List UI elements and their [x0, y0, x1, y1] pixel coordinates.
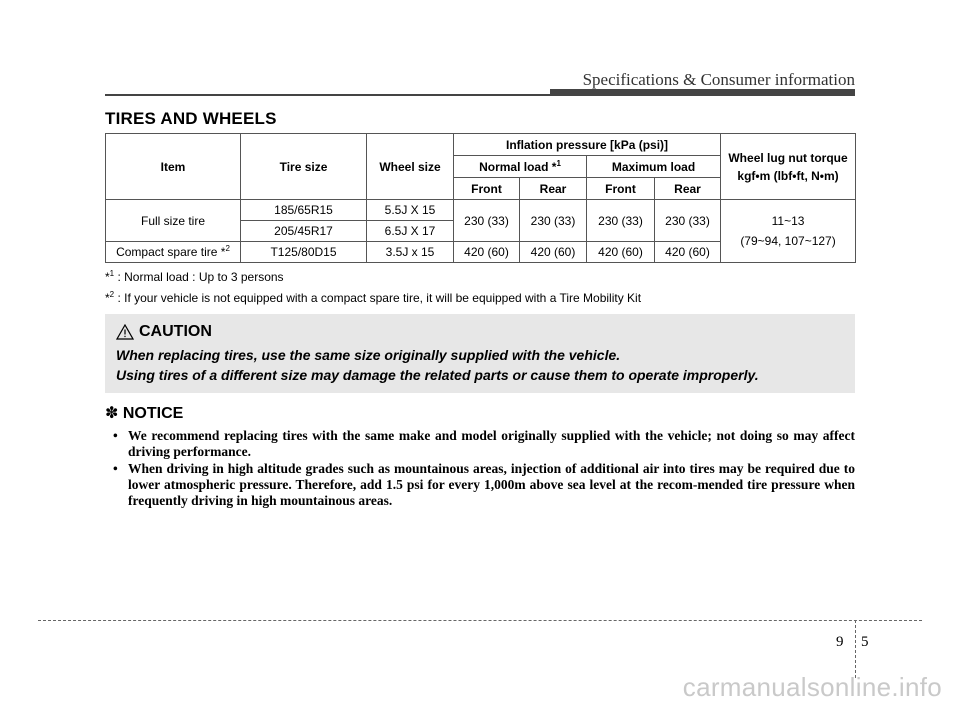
list-item [105, 428, 855, 460]
caution-text-2: Using tires of a different size may damage the related parts or cause them to operate improperly. [116, 367, 759, 383]
cell-normal-front: 230 (33) [454, 200, 520, 242]
cell-lug-nut-torque [721, 200, 856, 263]
tires-wheels-table [105, 133, 856, 263]
cell-normal-rear: 230 (33) [520, 200, 587, 242]
section-title: TIRES AND WHEELS [105, 109, 277, 128]
cell-wheel-size: 5.5J X 15 [367, 200, 454, 221]
page-header-title: Specifications & Consumer information [582, 70, 855, 89]
header-lug-nut-torque [721, 134, 856, 200]
notice-item-text: We recommend replacing tires with the same make and model originally supplied with the vehicle; not doing so may affect driving performance. [128, 428, 855, 459]
header-inflation-pressure: Inflation pressure [kPa (psi)] [454, 134, 721, 156]
page-number: 5 [861, 634, 869, 650]
footer-dashed-rule [38, 620, 922, 621]
footnote-ref-2: 2 [225, 244, 230, 253]
header-wheel-size: Wheel size [367, 134, 454, 200]
caution-text-1: When replacing tires, use the same size originally supplied with the vehicle. [116, 347, 621, 363]
cell-tire-size: T125/80D15 [241, 242, 367, 263]
footnote-1-text: : Normal load : Up to 3 persons [114, 270, 284, 284]
row-full-size-label: Full size tire [106, 200, 241, 242]
header-tire-size: Tire size [241, 134, 367, 200]
torque-value-conversions: (79~94, 107~127) [740, 234, 836, 248]
footnote-2-sup: 2 [109, 290, 115, 299]
header-item: Item [106, 134, 241, 200]
header-max-rear: Rear [655, 178, 721, 200]
caution-heading [116, 323, 212, 341]
watermark: carmanualsonline.info [682, 672, 942, 702]
notice-list [105, 428, 855, 510]
header-max-front: Front [587, 178, 655, 200]
cell-normal-rear: 420 (60) [520, 242, 587, 263]
cell-wheel-size: 6.5J X 17 [367, 221, 454, 242]
page-section-number: 9 [836, 634, 844, 650]
cell-normal-front: 420 (60) [454, 242, 520, 263]
header-maximum-load: Maximum load [587, 156, 721, 178]
cell-max-front: 420 (60) [587, 242, 655, 263]
header-normal-load [454, 156, 587, 178]
footnote-2-text: : If your vehicle is not equipped with a compact spare tire, it will be equipped with a Tire Mobility Kit [114, 291, 642, 305]
list-item [105, 461, 855, 509]
header-lug-line1: Wheel lug nut torque [728, 150, 848, 165]
notice-title: ✽ NOTICE [105, 405, 184, 422]
cell-tire-size: 205/45R17 [241, 221, 367, 242]
warning-triangle-icon [116, 324, 134, 340]
cell-max-rear: 420 (60) [655, 242, 721, 263]
footer-dashed-divider [855, 620, 856, 678]
cell-wheel-size: 3.5J x 15 [367, 242, 454, 263]
header-lug-line2: kgf•m (lbf•ft, N•m) [737, 168, 839, 183]
footnote-2 [105, 291, 641, 305]
caution-box [105, 314, 855, 393]
row-compact-spare-label [106, 242, 241, 263]
torque-value: 11~13 [771, 214, 805, 228]
cell-max-front: 230 (33) [587, 200, 655, 242]
footnote-1 [105, 270, 284, 284]
footnote-1-mark: * [105, 270, 110, 284]
cell-tire-size: 185/65R15 [241, 200, 367, 221]
bullet: • [113, 428, 118, 443]
header-normal-load-label: Normal load * [479, 159, 557, 174]
compact-spare-label: Compact spare tire * [116, 245, 226, 259]
header-normal-rear: Rear [520, 178, 587, 200]
notice-item-text: When driving in high altitude grades such as mountainous areas, injection of additional air into tires may be required due to lower atmospheric pressure. Therefore, add 1.5 psi for every 1,000m above sea level at the recom-mended tire pressure when frequently driving in high mountainous areas. [128, 461, 855, 508]
header-rule-accent [550, 89, 855, 95]
footnote-2-mark: * [105, 291, 110, 305]
bullet: • [113, 461, 118, 476]
header-normal-front: Front [454, 178, 520, 200]
footnote-1-sup: 1 [109, 269, 115, 278]
footnote-ref-1: 1 [556, 158, 561, 168]
cell-max-rear: 230 (33) [655, 200, 721, 242]
caution-title: CAUTION [139, 323, 212, 340]
